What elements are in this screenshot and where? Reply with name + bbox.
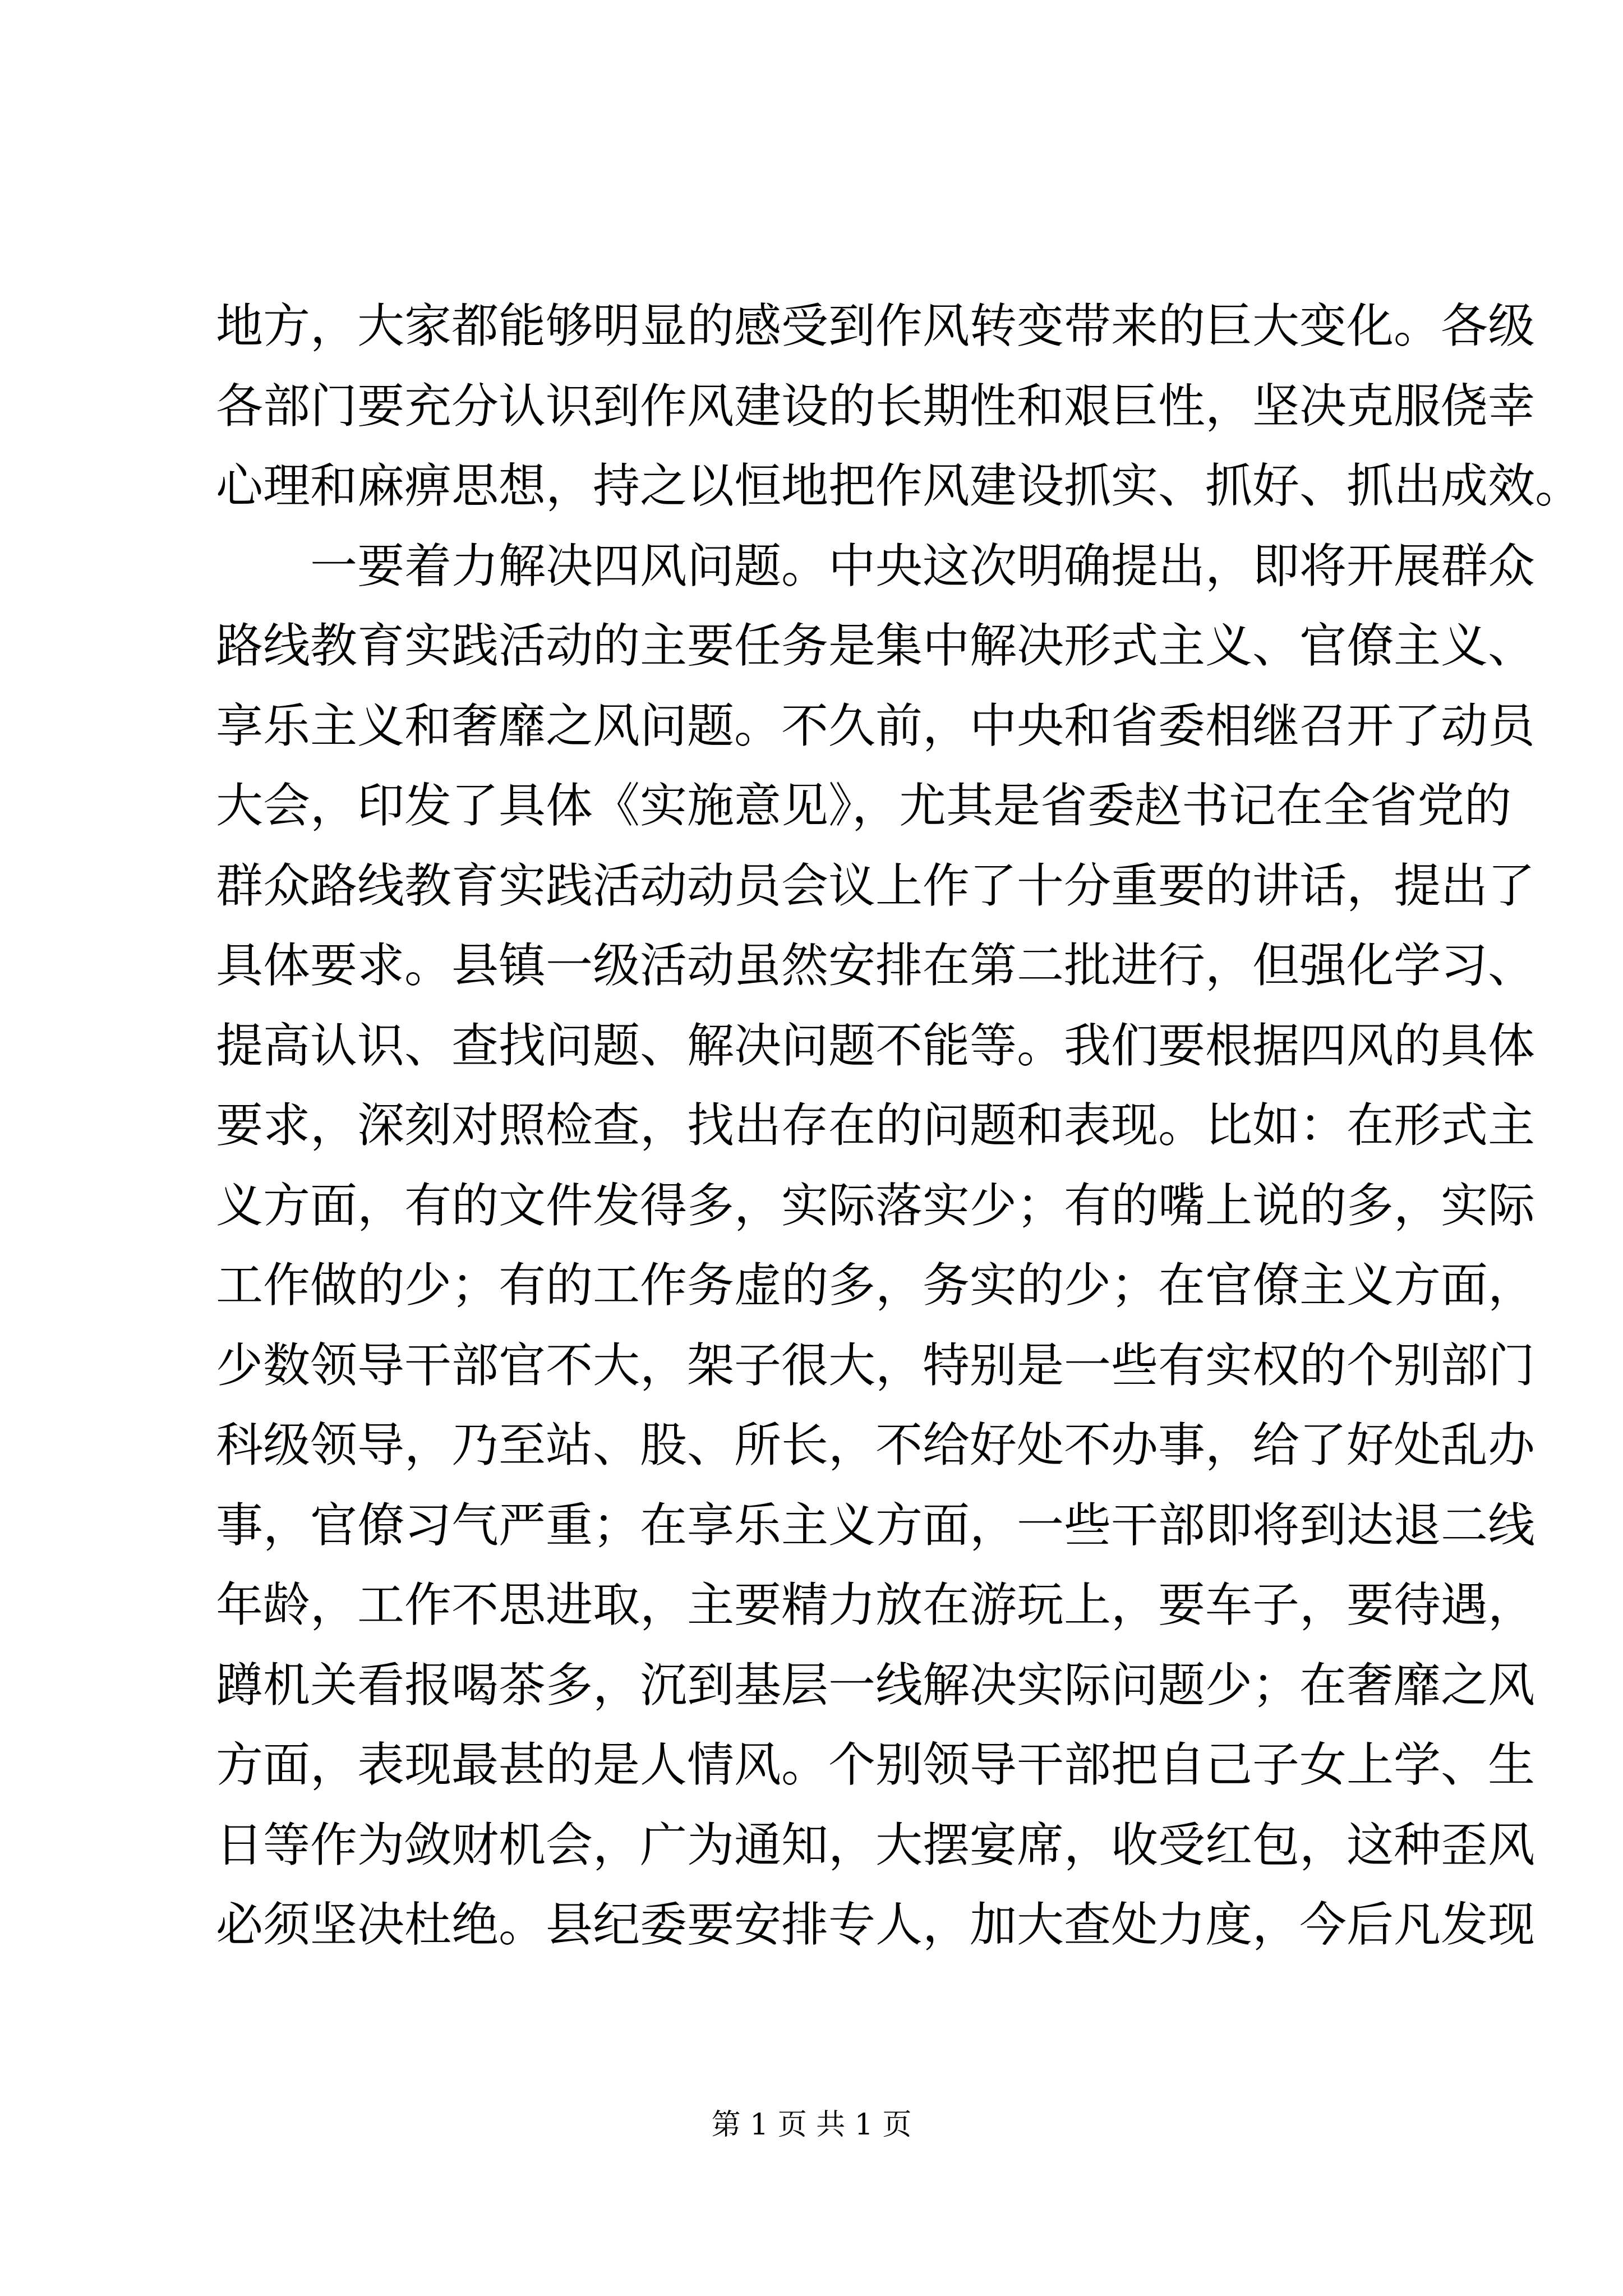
- paragraph-2: [216, 526, 1536, 1965]
- page-footer: [0, 2102, 1623, 2147]
- text-line: 路线教育实践活动的主要任务是集中解决形式主义、官僚主义、: [216, 618, 1536, 673]
- text-line: 心理和麻痹思想，持之以恒地把作风建设抓实、抓好、抓出成效。: [216, 458, 1583, 513]
- document-body: [216, 286, 1583, 1965]
- text-line: 科级领导，乃至站、股、所长，不给好处不办事，给了好处乱办: [216, 1418, 1536, 1473]
- text-line: 年龄，工作不思进取，主要精力放在游玩上，要车子，要待遇，: [216, 1577, 1536, 1632]
- text-line: 事，官僚习气严重；在享乐主义方面，一些干部即将到达退二线: [216, 1497, 1536, 1553]
- text-line: 方面，表现最甚的是人情风。个别领导干部把自己子女上学、生: [216, 1737, 1536, 1792]
- paragraph-1: [216, 286, 1583, 526]
- text-line: 要求，深刻对照检查，找出存在的问题和表现。比如：在形式主: [216, 1098, 1536, 1153]
- text-line: 少数领导干部官不大，架子很大，特别是一些有实权的个别部门: [216, 1337, 1536, 1393]
- text-line: 具体要求。县镇一级活动虽然安排在第二批进行，但强化学习、: [216, 938, 1536, 993]
- text-line: 大会，印发了具体《实施意见》，尤其是省委赵书记在全省党的: [216, 778, 1512, 833]
- text-line: 群众路线教育实践活动动员会议上作了十分重要的讲话，提出了: [216, 858, 1536, 913]
- text-line: 工作做的少；有的工作务虚的多，务实的少；在官僚主义方面，: [216, 1258, 1536, 1313]
- text-line: 日等作为敛财机会，广为通知，大摆宴席，收受红包，这种歪风: [216, 1817, 1536, 1872]
- text-line: 享乐主义和奢靡之风问题。不久前，中央和省委相继召开了动员: [216, 698, 1536, 753]
- text-line: 地方，大家都能够明显的感受到作风转变带来的巨大变化。各级: [216, 298, 1536, 353]
- text-line: 必须坚决杜绝。县纪委要安排专人，加大查处力度，今后凡发现: [216, 1897, 1536, 1952]
- text-line: 提高认识、查找问题、解决问题不能等。我们要根据四风的具体: [216, 1018, 1536, 1073]
- text-line: 各部门要充分认识到作风建设的长期性和艰巨性，坚决克服侥幸: [216, 378, 1536, 434]
- text-line: 蹲机关看报喝茶多，沉到基层一线解决实际问题少；在奢靡之风: [216, 1657, 1536, 1713]
- text-line: 一要着力解决四风问题。中央这次明确提出，即将开展群众: [310, 538, 1536, 593]
- page-number-label: 第 1 页 共 1 页: [711, 2108, 912, 2142]
- text-line: 义方面，有的文件发得多，实际落实少；有的嘴上说的多，实际: [216, 1177, 1536, 1233]
